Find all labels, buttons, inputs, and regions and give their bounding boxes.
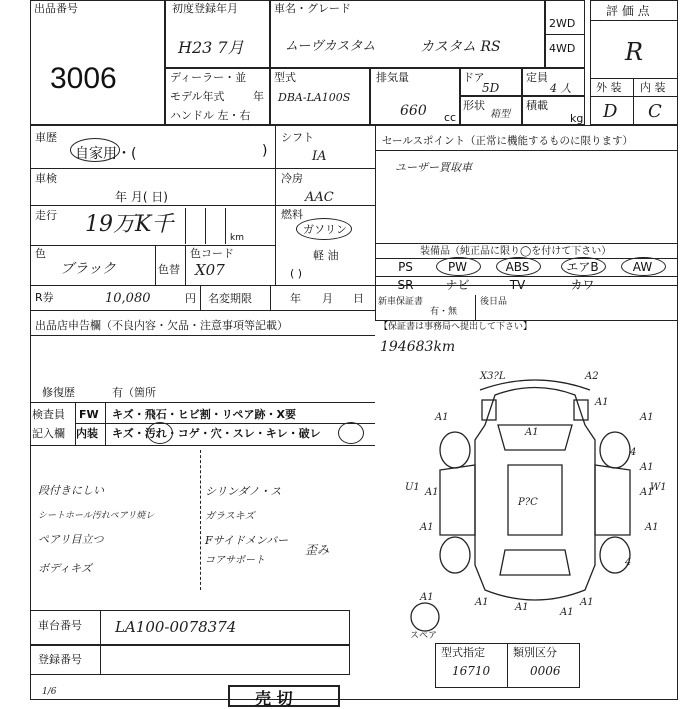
shape-value: 箱型 [490, 109, 510, 120]
exterior-label: 外 装 [596, 81, 622, 94]
color-value: ブラック [60, 261, 116, 277]
fuel-diesel: 軽 油 [313, 249, 339, 262]
displacement-label: 排気量 [376, 71, 409, 84]
equipment-item-row2-1: ナビ [445, 278, 470, 292]
ac-value: AAC [305, 190, 334, 205]
ac-label: 冷房 [281, 172, 303, 185]
sales-point-label: セールスポイント（正常に機能するものに限ります） [382, 135, 634, 147]
record-label: 記入欄 [32, 427, 65, 440]
note-right-1: シリンダノ・ス [205, 485, 282, 498]
interior-label: 内 装 [640, 81, 666, 94]
tear-circle [338, 422, 364, 444]
damage-code-0: X3?L [480, 371, 506, 382]
damage-code-17: P?C [518, 497, 538, 508]
type-value: DBA-LA100S [278, 91, 351, 104]
history-label: 車歴 [35, 131, 57, 144]
drive-4wd: 4WD [549, 42, 576, 55]
mileage-value: 19万K千 [85, 212, 174, 237]
note-right-3: Fサイドメンバー [205, 534, 288, 547]
damage-code-14: A1 [560, 607, 574, 618]
mileage-label: 走行 [35, 209, 57, 222]
door-label: ドア [463, 71, 485, 84]
equipment-item-row2-3: カワ [570, 278, 595, 292]
note-left-4: ボディキズ [38, 562, 92, 575]
damage-code-15: A1 [515, 602, 529, 613]
note-right-5: 歪み [305, 543, 330, 557]
damage-code-3: A1 [435, 412, 449, 423]
interior-value: C [648, 101, 662, 122]
equipment-item-row2-2: TV [509, 278, 526, 292]
model-year-label: モデル年式 [170, 90, 225, 103]
chassis-label: 車台番号 [38, 619, 82, 632]
side-left [440, 465, 475, 535]
damage-code-10: A1 [420, 592, 434, 603]
displacement-value: 660 [400, 103, 427, 119]
kg-unit: kg [570, 112, 584, 125]
rear-window [500, 550, 570, 575]
damage-code-18: W1 [650, 482, 667, 493]
shift-value: IA [312, 149, 327, 164]
drive-2wd: 2WD [549, 17, 576, 30]
later-label: 後日品 [480, 297, 508, 307]
history-value: 自家用・( [75, 146, 137, 162]
model-year-nen: 年 [253, 90, 264, 103]
repair-value: 有（箇所 [112, 386, 156, 399]
shaken-value: 年 月( 日) [115, 190, 168, 204]
chassis-value: LA100-0078374 [115, 618, 237, 636]
load-label: 積載 [526, 99, 548, 112]
note-right-4: コアサポート [205, 555, 265, 566]
fuel-gasoline-circle [296, 218, 352, 240]
wheel-front-left [440, 432, 470, 468]
damage-code-2: A1 [595, 397, 609, 408]
color-change-label: 色替 [158, 263, 180, 276]
warranty-note: 【保証書は事務局へ提出して下さい】 [379, 322, 533, 332]
equipment-circle-4 [621, 257, 666, 276]
note-left-2: シートホール汚れペアリ焼レ [38, 511, 155, 521]
capacity-value: 4 人 [550, 82, 572, 95]
manual-value: 有・無 [430, 307, 458, 317]
rating-value: R [625, 38, 644, 66]
deadline-day: 日 [353, 292, 364, 305]
wheel-rear-left [440, 537, 470, 573]
damage-code-5: A1 [640, 412, 654, 423]
deadline-label: 名変期限 [208, 292, 252, 305]
exterior-value: D [603, 101, 618, 122]
repair-label: 修復歴 [42, 386, 75, 399]
recycle-value: 10,080 [105, 291, 151, 306]
damage-code-8: A1 [420, 522, 434, 533]
cc-unit: cc [444, 111, 457, 124]
model-name-label: 車名・グレード [274, 2, 351, 15]
deadline-month: 月 [322, 292, 333, 305]
handle-label: ハンドル 左・右 [170, 109, 251, 122]
equipment-item-row1-0: PS [398, 260, 413, 274]
shaken-label: 車検 [35, 172, 57, 185]
damage-code-13: A1 [640, 462, 654, 473]
first-reg-value: H23 7月 [178, 38, 244, 57]
damage-code-20: 4 [625, 557, 632, 568]
color-no-label: 色コード [190, 247, 234, 260]
damage-code-7: A1 [425, 487, 439, 498]
door-value: 5D [482, 81, 500, 95]
equipment-circle-1 [436, 257, 481, 276]
equipment-item-row1-3: エアB [566, 260, 599, 274]
shift-label: シフト [281, 131, 314, 144]
mileage-note: 194683km [380, 339, 456, 355]
side-right [595, 465, 630, 535]
equipment-item-row1-2: ABS [505, 260, 530, 274]
fuel-paren: ( ) [290, 267, 303, 280]
lot-number: 3006 [50, 62, 117, 95]
km-unit: km [230, 233, 244, 243]
note-left-3: ペアリ目立つ [38, 533, 104, 546]
fw-items: キズ・飛石・ヒビ割・リペア跡・X要 [112, 408, 297, 421]
fuel-gasoline: ガソリン [303, 223, 347, 236]
lot-label: 出品番号 [34, 2, 78, 15]
model-name-value: ムーヴカスタム [285, 39, 376, 54]
manual-label: 新車保証書 [378, 297, 424, 307]
category-value: 0006 [530, 664, 561, 678]
shape-label: 形状 [463, 99, 485, 112]
first-reg-label: 初度登録年月 [172, 2, 238, 15]
type-designation-label: 型式指定 [441, 646, 485, 659]
equipment-circle-3 [561, 257, 606, 276]
dealer-label: ディーラー・並 [170, 71, 247, 84]
type-label: 型式 [274, 71, 296, 84]
recycle-yen: 円 [185, 292, 196, 305]
deadline-year: 年 [290, 292, 301, 305]
damage-code-6: A1 [640, 487, 654, 498]
equipment-circle-2 [496, 257, 541, 276]
color-no-value: X07 [195, 261, 225, 279]
equipment-label: 装備品（純正品に限り◯を付けて下さい） [420, 246, 612, 257]
inspector-label: 検査員 [32, 408, 65, 421]
fw-label: FW [79, 408, 99, 421]
damage-code-9: A1 [645, 522, 659, 533]
stamp-text: 売 切 [255, 689, 293, 708]
hood-left [482, 400, 496, 420]
damage-code-4: A1 [525, 427, 539, 438]
sales-point-value: ユーザー買取車 [395, 161, 472, 174]
equipment-item-row1-1: PW [447, 260, 468, 274]
equipment-item-row1-4: AW [632, 260, 653, 274]
note-right-2: ガラスキズ [205, 511, 255, 522]
history-private-circle [70, 138, 120, 162]
spare-label: スペア [410, 631, 438, 641]
interior-items: キズ・汚れ・コゲ・穴・スレ・キレ・破レ [112, 427, 321, 440]
grade-value: カスタム RS [420, 39, 501, 55]
registration-label: 登録番号 [38, 653, 82, 666]
car-damage-diagram [400, 365, 670, 640]
damage-code-1: A2 [585, 371, 599, 382]
interior-insp-label: 内装 [76, 427, 98, 440]
type-designation-value: 16710 [452, 664, 491, 678]
damage-code-11: A1 [475, 597, 489, 608]
dirt-circle [147, 422, 173, 444]
spare-tire [411, 603, 439, 631]
remarks-label: 出品店申告欄（不良内容・欠品・注意事項等記載） [35, 319, 288, 332]
hood-right [574, 400, 588, 420]
category-label: 類別区分 [513, 646, 557, 659]
damage-code-12: U1 [405, 482, 420, 493]
note-left-1: 段付きにしい [38, 484, 104, 497]
damage-code-16: A1 [580, 597, 594, 608]
rating-label: 評 価 点 [606, 4, 650, 18]
wheel-front-right [600, 432, 630, 468]
recycle-label: R券 [35, 291, 54, 304]
page-mark: 1/6 [42, 687, 57, 697]
fuel-label: 燃料 [281, 208, 303, 221]
color-label: 色 [35, 247, 46, 260]
equipment-item-row2-0: SR [397, 278, 414, 292]
history-close: ) [262, 143, 268, 159]
capacity-label: 定員 [526, 71, 548, 84]
damage-code-19: 4 [630, 447, 637, 458]
